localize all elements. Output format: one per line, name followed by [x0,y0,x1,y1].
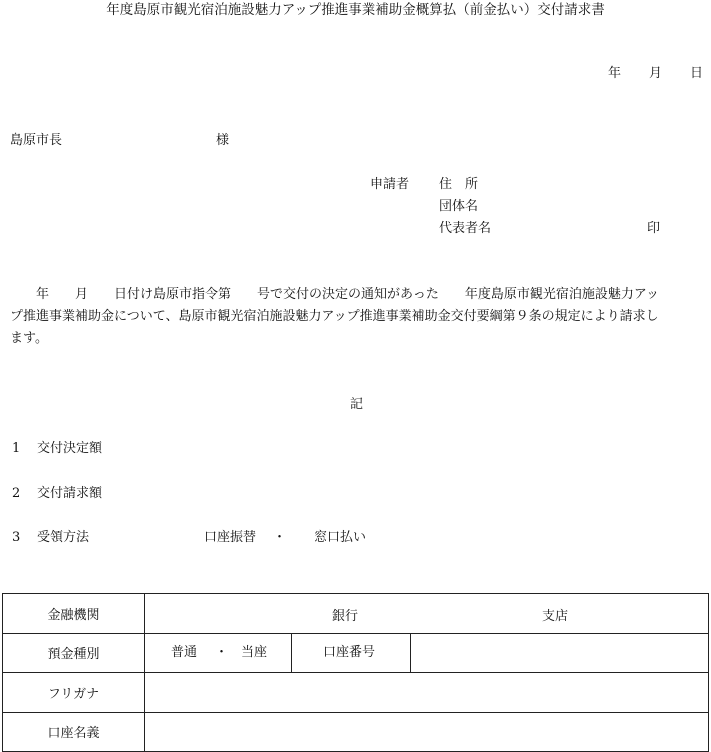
account-number-label-cell [292,634,411,672]
item-number: 2 [12,486,21,501]
payment-option-counter: 窓口払い [314,530,367,545]
body-line-3: ます。 [10,331,48,346]
table-row [3,594,709,634]
addressee-name: 島原市長 [10,133,63,148]
payment-separator: ・ [273,530,287,545]
bank-suffix: 銀行 [332,609,359,625]
account-number-label: 口座番号 [323,644,376,660]
address-label: 住 所 [439,177,479,192]
payment-option-transfer: 口座振替 [204,530,257,545]
representative-label: 代表者名 [439,221,492,236]
document-title: 年度島原市観光宿泊施設魅力アップ推進事業補助金概算払（前金払い）交付請求書 [106,2,605,18]
table-row [3,633,709,673]
group-name-label: 団体名 [439,199,479,214]
account-number-field [411,634,708,672]
deposit-type-cell [145,633,709,673]
date-year: 年 [608,66,622,81]
type-current: 当座 [241,644,268,660]
deposit-type-label: 預金種別 [3,633,145,673]
table-row [3,673,709,713]
date-day: 日 [690,66,704,81]
item-label-receipt-method: 受領方法 [37,530,90,545]
item-label-decision-amount: 交付決定額 [37,441,103,456]
item-number: 3 [12,530,21,545]
date-month: 月 [649,66,663,81]
applicant-label: 申請者 [370,177,410,192]
ki-heading: 記 [350,397,364,412]
addressee-honorific: 様 [216,133,230,148]
bank-label: 金融機関 [3,594,145,634]
furigana-label: フリガナ [3,673,145,713]
seal-mark: 印 [647,221,661,236]
account-holder-label: 口座名義 [3,712,145,752]
furigana-field [145,673,709,713]
body-line-2: プ推進事業補助金について、島原市観光宿泊施設魅力アップ推進事業補助金交付要綱第９条の規定により請求し [10,309,659,324]
deposit-type-options [145,634,292,672]
branch-suffix: 支店 [542,609,569,625]
account-holder-field [145,712,709,752]
body-line-1: 年 月 日付け島原市指令第 号で交付の決定の通知があった 年度島原市観光宿泊施設魅力アッ [36,287,659,302]
item-number: 1 [12,441,21,456]
item-label-request-amount: 交付請求額 [37,486,103,501]
type-separator: ・ [215,644,229,660]
bank-cell [145,594,709,634]
table-row [3,712,709,752]
bank-account-table [2,593,709,752]
type-ordinary: 普通 [171,644,198,660]
